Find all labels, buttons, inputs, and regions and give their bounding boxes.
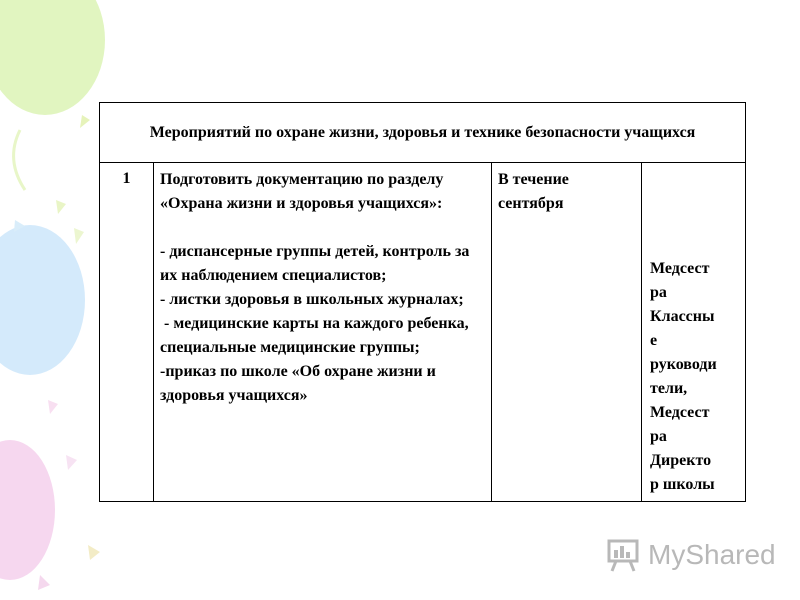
row-number: 1 — [100, 163, 154, 502]
task-intro: Подготовить документацию по разделу «Охрана жизни и здоровья учащихся»: — [160, 171, 444, 212]
table-row — [100, 163, 746, 502]
period-cell: В течение сентября — [492, 163, 642, 502]
spacer — [160, 216, 485, 240]
table-header-row — [100, 103, 746, 163]
responsible-line: Медсест — [650, 404, 710, 421]
responsible-line: ра — [650, 428, 667, 445]
responsible-line: р школы — [650, 476, 715, 493]
task-item: - листки здоровья в школьных журналах; — [160, 291, 464, 308]
responsible-line: е — [650, 332, 658, 349]
pink-balloon — [0, 440, 55, 580]
responsible-line: Медсест — [650, 260, 710, 277]
task-item: - диспансерные группы детей, контроль за их наблюдением специалистов; — [160, 243, 470, 284]
myshared-logo — [606, 535, 776, 575]
confetti-shape — [48, 400, 58, 414]
confetti-shape — [88, 545, 100, 560]
logo-text: MyShared — [648, 539, 776, 570]
task-item: -приказ по школе «Об охране жизни и здоровья учащихся» — [160, 363, 436, 404]
confetti-shape — [66, 455, 77, 470]
responsible-line: Директо — [650, 452, 712, 469]
safety-measures-table — [99, 102, 746, 502]
responsible-line: ра — [650, 284, 667, 301]
confetti-shape — [80, 115, 90, 128]
blue-balloon — [0, 225, 85, 375]
responsible-line: руководи — [650, 356, 717, 373]
responsible-line: Классны — [650, 308, 715, 325]
confetti-shape — [74, 228, 84, 244]
green-balloon — [0, 0, 105, 115]
confetti-shape — [56, 200, 66, 214]
presentation-board-icon — [606, 537, 640, 573]
balloon-string — [14, 130, 25, 190]
confetti-shape — [38, 575, 50, 590]
task-cell — [154, 163, 492, 502]
table-header: Мероприятий по охране жизни, здоровья и технике безопасности учащихся — [100, 103, 746, 163]
task-item: - медицинские карты на каждого ребенка, специальные медицинские группы; — [160, 315, 473, 356]
responsible-line: тели, — [650, 380, 688, 397]
responsible-cell — [642, 163, 746, 502]
